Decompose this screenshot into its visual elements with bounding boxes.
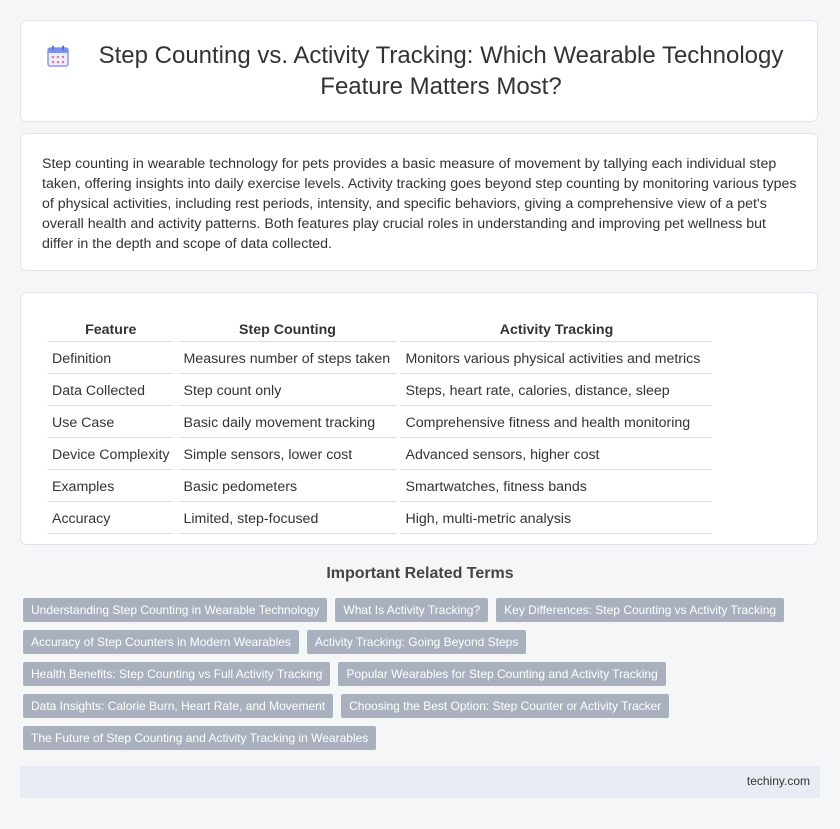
table-row: [47, 376, 712, 406]
intro-card: [20, 133, 818, 271]
tag-row: [23, 630, 813, 654]
table-cell: Advanced sensors, higher cost: [400, 440, 712, 470]
related-term-tag[interactable]: Popular Wearables for Step Counting and Activity Tracking: [338, 662, 665, 686]
comparison-table: [43, 315, 716, 536]
tag-row: [23, 694, 813, 718]
related-term-tag[interactable]: Understanding Step Counting in Wearable Technology: [23, 598, 327, 622]
table-cell: Definition: [47, 344, 174, 374]
table-row: [47, 408, 712, 438]
related-term-tag[interactable]: Data Insights: Calorie Burn, Heart Rate, and Movement: [23, 694, 333, 718]
table-cell: Device Complexity: [47, 440, 174, 470]
column-header-feature: Feature: [47, 317, 174, 342]
title-wrap: [21, 21, 817, 121]
table-row: [47, 440, 712, 470]
table-cell: Measures number of steps taken: [178, 344, 396, 374]
page-title: Step Counting vs. Activity Tracking: Which Wearable Technology Feature Matters Most?: [98, 42, 784, 100]
table-cell: Steps, heart rate, calories, distance, sleep: [400, 376, 712, 406]
table-header-row: [47, 317, 712, 342]
table-cell: Use Case: [47, 408, 174, 438]
related-term-tag[interactable]: Health Benefits: Step Counting vs Full Activity Tracking: [23, 662, 330, 686]
title-card: [20, 20, 818, 122]
intro-text: Step counting in wearable technology for pets provides a basic measure of movement by tallying each individual step taken, offering insights into daily exercise levels. Activity tracking goes beyond step counting by monitoring various types of physical activities, including rest periods, intensity, and specific behaviors, giving a comprehensive view of a pet's overall health and activity patterns. Both features play crucial roles in understanding and improving pet wellness but differ in the depth and scope of data collected.: [42, 156, 797, 252]
calendar-icon: [47, 45, 69, 67]
related-term-tag[interactable]: What Is Activity Tracking?: [335, 598, 488, 622]
table-cell: Examples: [47, 472, 174, 502]
column-header-activity-tracking: Activity Tracking: [400, 317, 712, 342]
table-cell: Comprehensive fitness and health monitoring: [400, 408, 712, 438]
tag-row: [23, 662, 813, 686]
related-term-tag[interactable]: Key Differences: Step Counting vs Activity Tracking: [496, 598, 784, 622]
table-cell: Smartwatches, fitness bands: [400, 472, 712, 502]
related-term-tag[interactable]: Choosing the Best Option: Step Counter or Activity Tracker: [341, 694, 669, 718]
related-terms-list: [23, 598, 813, 758]
related-term-tag[interactable]: The Future of Step Counting and Activity Tracking in Wearables: [23, 726, 376, 750]
table-cell: Accuracy: [47, 504, 174, 534]
table-cell: Monitors various physical activities and metrics: [400, 344, 712, 374]
table-row: [47, 472, 712, 502]
table-cell: Step count only: [178, 376, 396, 406]
table-row: [47, 504, 712, 534]
table-cell: High, multi-metric analysis: [400, 504, 712, 534]
table-row: [47, 344, 712, 374]
footer: [20, 766, 820, 798]
tag-row: [23, 726, 813, 750]
table-cell: Limited, step-focused: [178, 504, 396, 534]
footer-site-name: techiny.com: [746, 774, 810, 788]
tag-row: [23, 598, 813, 622]
column-header-step-counting: Step Counting: [178, 317, 396, 342]
related-terms-heading: Important Related Terms: [326, 565, 514, 582]
table-cell: Basic daily movement tracking: [178, 408, 396, 438]
table-cell: Simple sensors, lower cost: [178, 440, 396, 470]
table-cell: Data Collected: [47, 376, 174, 406]
comparison-table-card: [20, 292, 818, 545]
related-term-tag[interactable]: Accuracy of Step Counters in Modern Wearables: [23, 630, 299, 654]
related-term-tag[interactable]: Activity Tracking: Going Beyond Steps: [307, 630, 526, 654]
table-cell: Basic pedometers: [178, 472, 396, 502]
